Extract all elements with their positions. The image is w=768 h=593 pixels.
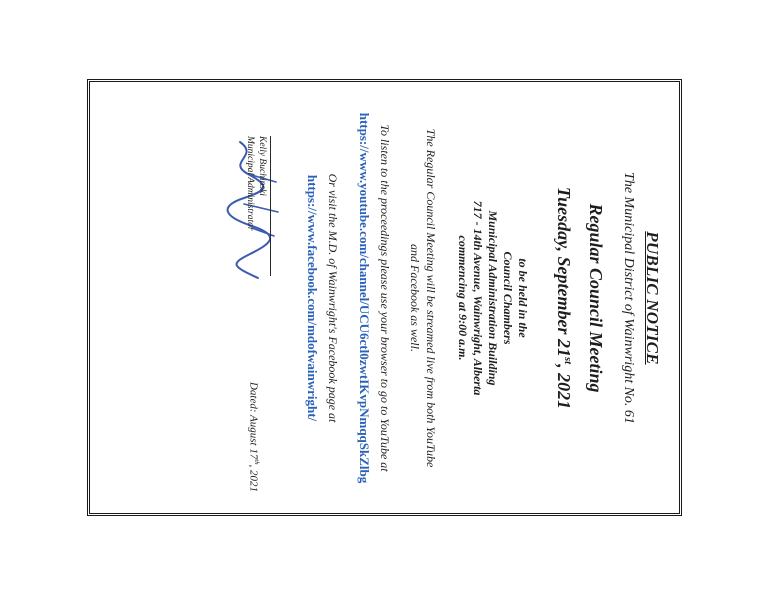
council-chambers: Council Chambers: [501, 251, 515, 345]
facebook-line: Or visit the M.D. of Wainwright's Facebook page at: [326, 173, 340, 423]
meeting-date: [553, 92, 574, 504]
meeting-time: commencing at 9:00 a.m.: [456, 235, 470, 361]
dated-year: , 2021: [247, 464, 260, 492]
meeting-year: , 2021: [554, 364, 574, 410]
youtube-link[interactable]: https://www.youtube.com/channel/UCU6ctl0zwtIKvpNmqqSkZlbg: [357, 112, 372, 484]
facebook-link[interactable]: https://www.facebook.com/mdofwainwright/: [305, 174, 320, 422]
dated-label: Dated: August 17: [247, 381, 260, 460]
signer-name: Kelly Buchinski: [257, 136, 267, 196]
dated-suffix: th: [253, 459, 260, 465]
held-intro: to be held in the: [516, 258, 530, 338]
meeting-name: Regular Council Meeting: [586, 203, 606, 393]
signature-line: [270, 136, 271, 276]
administration-building: Municipal Administration Building: [486, 210, 500, 386]
municipality-name: The Municipal District of Wainwright No. 61: [621, 172, 636, 424]
stream-line-1: The Regular Council Meeting will be streamed live from both YouTube: [424, 128, 438, 468]
notice-title: PUBLIC NOTICE: [643, 231, 662, 365]
meeting-date-suffix: st: [562, 356, 574, 365]
dated-line: [247, 382, 260, 492]
meeting-date-main: Tuesday, September 21: [554, 186, 574, 357]
signer-title: Municipal Administrator: [245, 136, 255, 231]
notice-page: [100, 92, 670, 504]
stream-line-2: and Facebook as well.: [408, 244, 422, 352]
meeting-address: 717 - 14th Avenue, Wainwright, Alberta: [471, 200, 485, 396]
listen-line: To listen to the proceedings please use your browser to go to YouTube at: [378, 124, 392, 472]
